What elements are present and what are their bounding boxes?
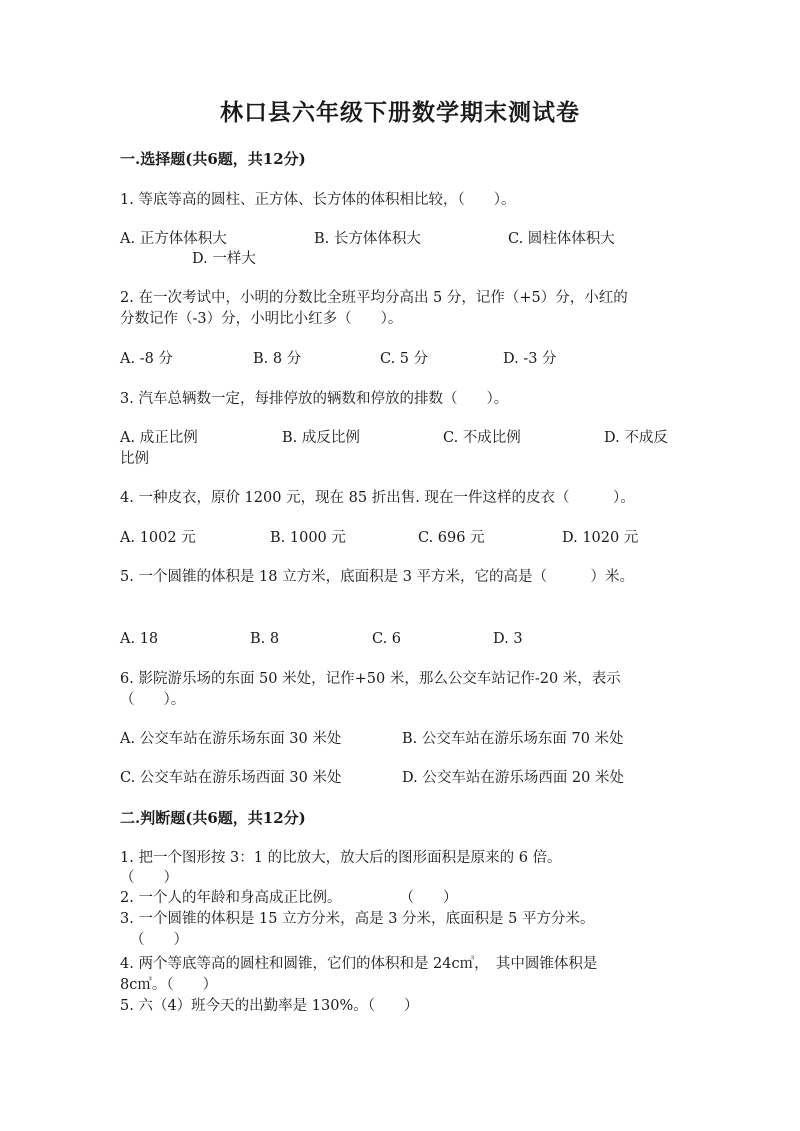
page-title: 林口县六年级下册数学期末测试卷 <box>220 99 580 126</box>
question-text: 1. 等底等高的圆柱、正方体、长方体的体积相比较，（ ）。 <box>120 192 516 208</box>
option-d: D. 公交车站在游乐场西面 20 米处 <box>402 770 624 786</box>
option-a: A. 公交车站在游乐场东面 30 米处 <box>120 731 342 747</box>
question-text: 3. 汽车总辆数一定，每排停放的辆数和停放的排数（ ）。 <box>120 391 509 407</box>
option-c: C. 5 分 <box>380 351 429 367</box>
judgement-item: 5. 六（4）班今天的出勤率是 130%。（ ） <box>120 998 419 1014</box>
question-text: 4. 一种皮衣，原价 1200 元，现在 85 折出售. 现在一件这样的皮衣（ ）。 <box>120 490 635 506</box>
answer-blank: （ ） <box>130 932 188 948</box>
option-c: C. 6 <box>372 631 402 647</box>
option-c: C. 公交车站在游乐场西面 30 米处 <box>120 770 342 786</box>
option-c: C. 不成比例 <box>443 430 521 446</box>
judgement-item: 1. 把一个图形按 3：1 的比放大，放大后的图形面积是原来的 6 倍。 <box>120 850 562 866</box>
option-d: D. 一样大 <box>192 251 256 267</box>
option-d: D. 1020 元 <box>562 530 639 546</box>
question-text: 2. 在一次考试中，小明的分数比全班平均分高出 5 分，记作（+5）分，小红的 <box>120 290 628 306</box>
option-a: A. -8 分 <box>120 351 173 367</box>
option-a: A. 18 <box>120 631 159 647</box>
option-b: B. 1000 元 <box>270 530 346 546</box>
option-b: B. 8 <box>250 631 280 647</box>
option-a: A. 成正比例 <box>120 430 198 446</box>
judgement-item: 8c㎥。（ ） <box>120 977 218 993</box>
option-d-continued: 比例 <box>120 451 149 467</box>
option-a: A. 1002 元 <box>120 530 196 546</box>
option-d: D. 3 <box>493 631 523 647</box>
section-heading-choice: 一.选择题(共6题，共12分) <box>120 150 306 168</box>
section-heading-judgement: 二.判断题(共6题，共12分) <box>120 809 306 827</box>
option-d: D. -3 分 <box>503 351 557 367</box>
question-text: 分数记作（-3）分，小明比小红多（ ）。 <box>120 311 403 327</box>
option-b: B. 长方体体积大 <box>314 231 421 247</box>
option-a: A. 正方体体积大 <box>120 231 227 247</box>
question-text: 5. 一个圆锥的体积是 18 立方米，底面积是 3 平方米，它的高是（ ）米。 <box>120 569 635 585</box>
option-b: B. 成反比例 <box>282 430 360 446</box>
question-text: （ ）。 <box>120 692 186 708</box>
answer-blank: （ ） <box>120 870 178 886</box>
option-b: B. 公交车站在游乐场东面 70 米处 <box>402 731 624 747</box>
option-c: C. 696 元 <box>418 530 485 546</box>
judgement-item: 2. 一个人的年龄和身高成正比例。 （ ） <box>120 890 458 906</box>
judgement-item: 4. 两个等底等高的圆柱和圆锥，它们的体积和是 24c㎥， 其中圆锥体积是 <box>120 956 598 972</box>
option-b: B. 8 分 <box>253 351 302 367</box>
question-text: 6. 影院游乐场的东面 50 米处，记作+50 米，那么公交车站记作-20 米，表示 <box>120 671 621 687</box>
judgement-item: 3. 一个圆锥的体积是 15 立方分米，高是 3 分米，底面积是 5 平方分米。 <box>120 911 595 927</box>
option-c: C. 圆柱体体积大 <box>508 231 615 247</box>
option-d: D. 不成反 <box>604 430 668 446</box>
